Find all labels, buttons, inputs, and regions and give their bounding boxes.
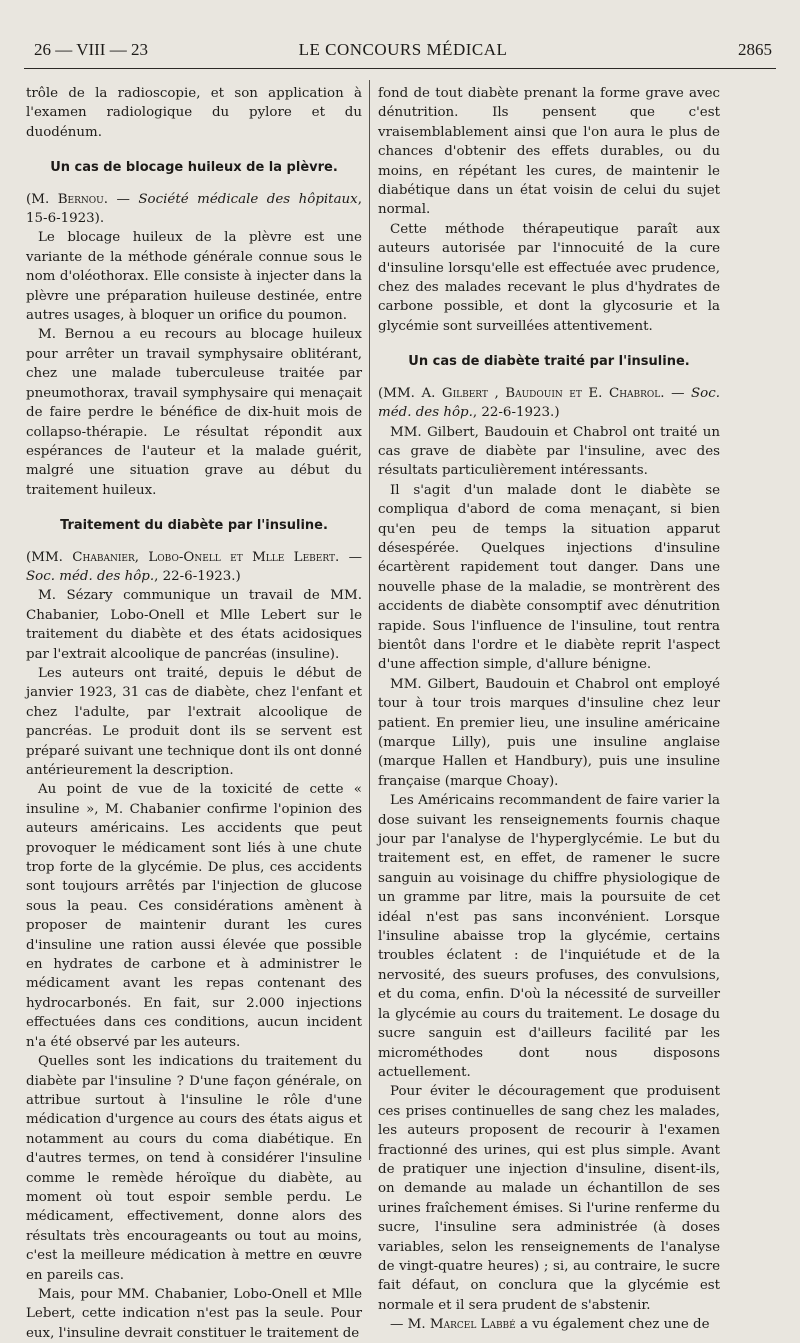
article-title: Un cas de blocage huileux de la plèvre. bbox=[50, 160, 338, 176]
page-header bbox=[34, 40, 772, 64]
right-column bbox=[378, 84, 720, 1335]
paragraph: MM. Gilbert, Baudouin et Chabrol ont employé tour à tour trois marques d'insuline chez leur patient. En premier lieu, une insuline américaine (marque Lilly), puis une insuline anglaise (marque Hallen et Handbury), puis une insuline française (marque Choay). bbox=[378, 676, 720, 789]
paragraph: Le blocage huileux de la plèvre est une variante de la méthode générale connue sous le nom d'oléothorax. Elle consiste à injecter dans la plèvre une préparation huileuse destinée, entre autres usages, à bloquer un orifice du poumon. bbox=[26, 230, 362, 324]
article-citation: (M. Bernou. — Société médicale des hôpitaux, 15-6-1923). bbox=[26, 191, 362, 227]
page-number: 2865 bbox=[738, 40, 772, 59]
paragraph: MM. Gilbert, Baudouin et Chabrol ont traité un cas grave de diabète par l'insuline, avec des résultats particulièrement intéressants. bbox=[378, 424, 720, 479]
paragraph: M. Bernou a eu recours au blocage huileux pour arrêter un travail symphysaire oblitérant, chez une malade tuberculeuse traitée par pneumothorax, travail symphysaire qui menaçait de faire perdre le bénéfice de dix-huit mois de collapso-thérapie. Le résultat répondit aux espérances de l'auteur et la malade guérit, malgré une situation grave au début du traitement huileux. bbox=[26, 327, 362, 498]
paragraph-text: a vu également chez une de bbox=[520, 1317, 710, 1333]
citation-date: , 22-6-1923.) bbox=[154, 568, 241, 584]
column-divider bbox=[369, 80, 370, 1160]
article-citation: (MM. Chabanier, Lobo-Onell et Mlle Lebert. — Soc. méd. des hôp., 22-6-1923.) bbox=[26, 549, 362, 584]
citation-date: , 15-6-1923). bbox=[26, 191, 362, 227]
paragraph: Mais, pour MM. Chabanier, Lobo-Onell et Mlle Lebert, cette indication n'est pas la seule. Pour eux, l'insuline devrait constituer le traitement de bbox=[26, 1286, 362, 1341]
paragraph: — M. Marcel Labbé a vu également chez une de bbox=[390, 1317, 710, 1333]
citation-source: Soc. méd. des hôp. bbox=[26, 568, 155, 584]
citation-author: MM. Chabanier, Lobo-Onell et Mlle Lebert. bbox=[31, 549, 340, 565]
citation-author: MM. A. Gilbert , Baudouin et E. Chabrol. bbox=[383, 385, 665, 401]
paragraph: Quelles sont les indications du traitement du diabète par l'insuline ? D'une façon générale, on attribue surtout à l'insuline le rôle d'une médication d'urgence au cours des états aigus et notamment au cours du coma diabétique. En d'autres termes, on tend à considérer l'insuline comme le remède héroïque du diabète, au moment où tout espoir semble perdu. Le médicament, effectivement, donne alors des résultats très encourageants ou tout au moins, c'est la meilleure médication à mettre en œuvre en pareils cas. bbox=[26, 1054, 362, 1283]
author-name: M. Marcel Labbé bbox=[407, 1317, 516, 1333]
paragraph: Au point de vue de la toxicité de cette « insuline », M. Chabanier confirme l'opinion des auteurs américains. Les accidents que peut provoquer le médicament sont liés à une chute trop forte de la glycémie. De plus, ces accidents sont toujours arrêtés par l'injection de glucose sous la peau. Ces considérations amènent à proposer de maintenir durant les cures d'insuline une ration aussi élevée que possible en hydrates de carbone et à administrer le médicament avant les repas contenant des hydrocarbonés. En fait, sur 2.000 injections effectuées dans ces conditions, aucun incident n'a été observé par les auteurs. bbox=[26, 782, 362, 1050]
citation-source: Société médicale des hôpitaux bbox=[138, 191, 358, 207]
article-title: Traitement du diabète par l'insuline. bbox=[60, 518, 328, 534]
article-citation: (MM. A. Gilbert , Baudouin et E. Chabrol. — Soc. méd. des hôp., 22-6-1923.) bbox=[378, 385, 720, 421]
citation-date: , 22-6-1923.) bbox=[472, 405, 560, 421]
paragraph: Pour éviter le découragement que produisent ces prises continuelles de sang chez les malades, les auteurs proposent de recourir à l'examen fractionné des urines, qui est plus simple. Avant de pratiquer une injection d'insuline, disent-ils, on demande au malade un échantillon de ses urines fraîchement émises. Si l'urine renferme du sucre, l'insuline sera administrée (à doses variables, selon les renseignements de l'analyse de vingt-quatre heures) ; si, au contraire, le sucre fait défaut, on conclura que la glycémie est normale et il sera prudent de s'abstenir. bbox=[378, 1084, 720, 1313]
journal-title: LE CONCOURS MÉDICAL bbox=[298, 40, 508, 59]
left-column bbox=[26, 84, 362, 1343]
paragraph: Cette méthode thérapeutique paraît aux auteurs autorisée par l'innocuité de la cure d'insuline lorsqu'elle est effectuée avec prudence, chez des malades recevant le plus d'hydrates de carbone possible, et dont la glycosurie et la glycémie sont surveillées attentivement. bbox=[378, 221, 720, 334]
article-title: Un cas de diabète traité par l'insuline. bbox=[408, 354, 690, 370]
paragraph: Il s'agit d'un malade dont le diabète se compliqua d'abord de coma menaçant, si bien qu'en peu de temps la situation apparut désespérée. Quelques injections d'insuline écartèrent rapidement tout danger. Dans une nouvelle phase de la maladie, se montrèrent des accidents de diabète consomptif avec dénutrition rapide. Sous l'influence de l'insuline, tout rentra bientôt dans l'ordre et le diabète reprit l'aspect d'une affection simple, d'allure bénigne. bbox=[378, 482, 720, 673]
paragraph: fond de tout diabète prenant la forme grave avec dénutrition. Ils pensent que c'est vraisemblablement ainsi que l'on aura le plus de chances d'obtenir des effets durables, ou du moins, en répétant les cures, de maintenir le diabétique dans un état voisin de celui du sujet normal. bbox=[378, 86, 720, 218]
paragraph: trôle de la radioscopie, et son application à l'examen radiologique du pylore et du duodénum. bbox=[26, 86, 362, 140]
citation-source: Soc. méd. des hôp. bbox=[378, 385, 720, 421]
header-date: 26 — VIII — 23 bbox=[34, 40, 148, 59]
paragraph: Les auteurs ont traité, depuis le début de janvier 1923, 31 cas de diabète, chez l'enfant et chez l'adulte, par l'extrait alcoolique de pancréas. Le produit dont ils se servent est préparé suivant une technique dont ils ont donné antérieurement la description. bbox=[26, 665, 362, 778]
paragraph: Les Américains recommandent de faire varier la dose suivant les renseignements fournis chaque jour par l'analyse de l'hyperglycémie. Le but du traitement est, en effet, de ramener le sucre sanguin au voisinage du chiffre physiologique de un gramme par litre, mais la poursuite de cet idéal n'est pas sans inconvénient. Lorsque l'insuline abaisse trop la glycémie, certains troubles éclatent : de l'inquiétude et de la nervosité, des sueurs profuses, des convulsions, et du coma, enfin. D'où la nécessité de surveiller la glycémie au cours du traitement. Le dosage du sucre sanguin est d'ailleurs facilité par les microméthodes dont nous disposons actuellement. bbox=[378, 793, 720, 1080]
citation-author: M. Bernou. bbox=[31, 191, 108, 207]
paragraph: M. Sézary communique un travail de MM. Chabanier, Lobo-Onell et Mlle Lebert sur le traitement du diabète et des états acidosiques par l'extrait alcoolique de pancréas (insuline). bbox=[26, 588, 362, 662]
header-rule bbox=[24, 68, 776, 69]
